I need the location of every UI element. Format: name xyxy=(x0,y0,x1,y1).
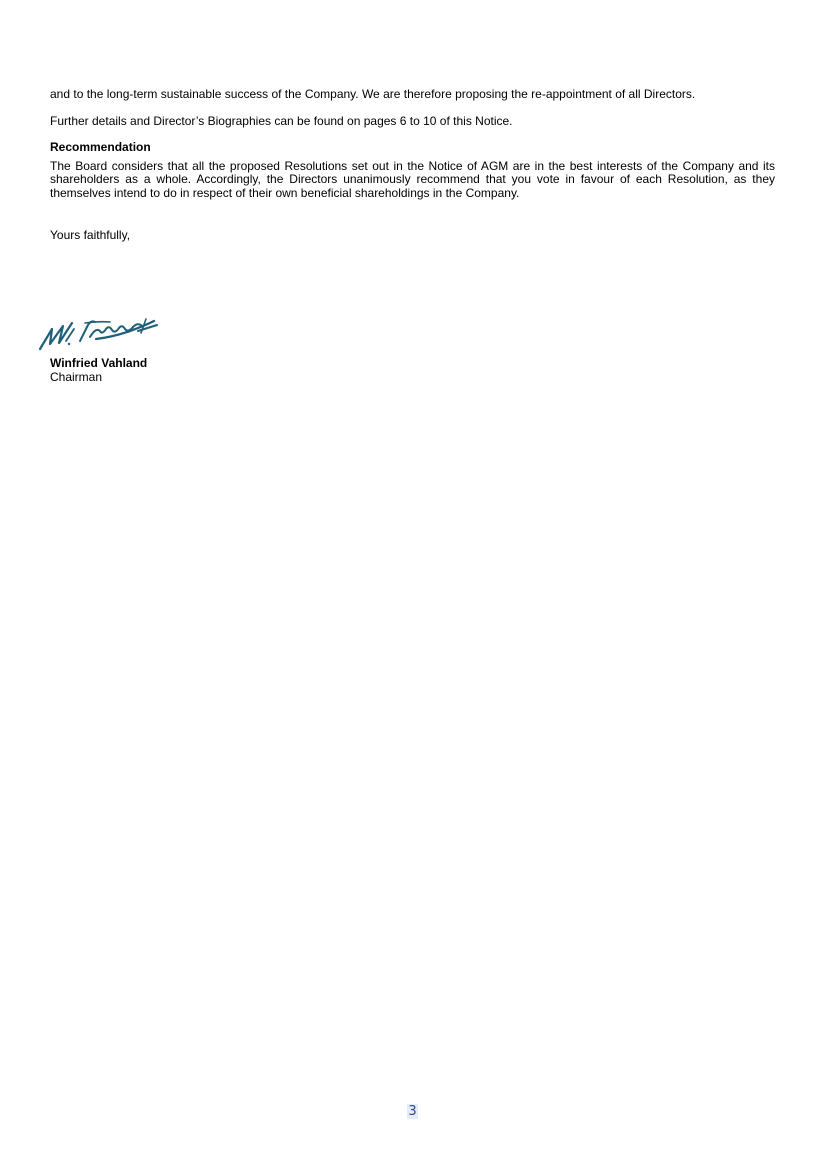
signer-name: Winfried Vahland xyxy=(50,356,148,370)
signer-title: Chairman xyxy=(50,370,103,384)
recommendation-heading: Recommendation xyxy=(50,140,151,155)
page-number xyxy=(0,1104,825,1119)
paragraph-further-details: Further details and Director’s Biographies can be found on pages 6 to 10 of this Notice. xyxy=(50,113,513,128)
recommendation-paragraph: The Board considers that all the proposed Resolutions set out in the Notice of AGM are in the best interests of the Company and its shareholders as a whole. Accordingly, the Directors unanimously recommend that you vote in favour of each Resolution, as they themselves intend to do in respect of their own beneficial shareholdings in the Company. xyxy=(50,158,775,200)
letter-body xyxy=(50,88,775,242)
closing-salutation: Yours faithfully, xyxy=(50,227,131,242)
page-number-value: 3 xyxy=(408,1104,417,1119)
signer-block xyxy=(50,356,147,384)
signature-icon xyxy=(38,313,160,351)
paragraph-reappointment: and to the long-term sustainable success of the Company. We are therefore proposing the re-appointment of all Directors. xyxy=(50,87,696,101)
